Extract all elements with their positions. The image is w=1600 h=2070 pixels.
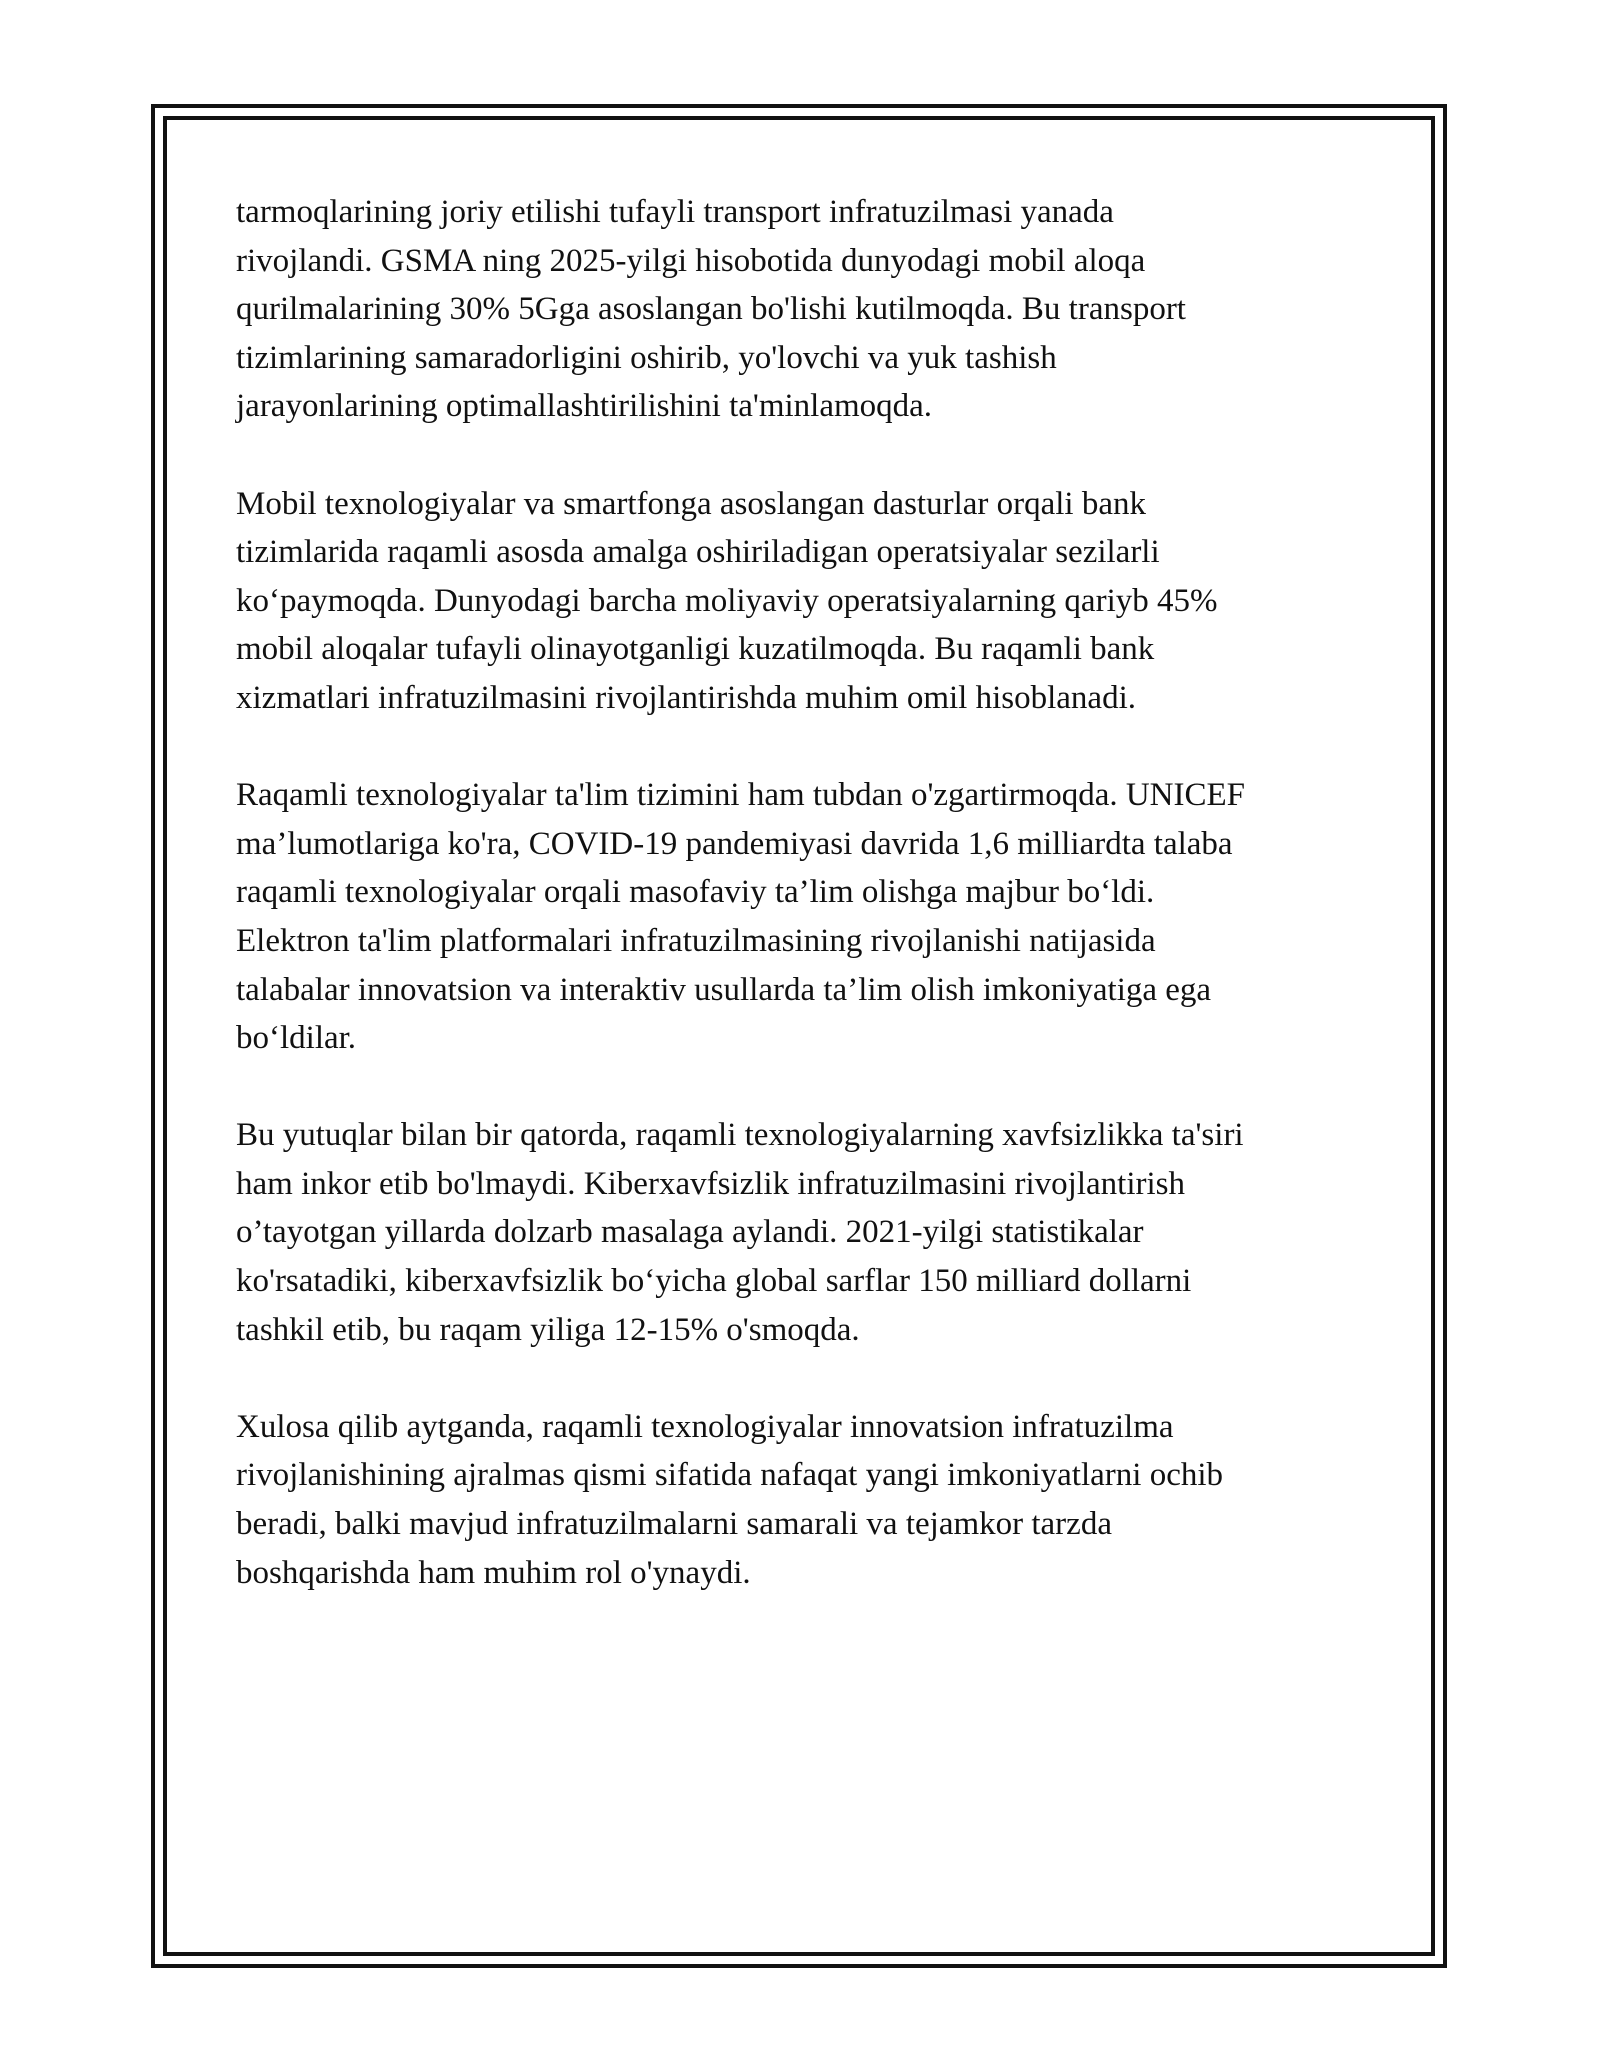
paragraph-cybersecurity: Bu yutuqlar bilan bir qatorda, raqamli texnologiyalarning xavfsizlikka ta'siri ham inkor etib bo'lmaydi. Kiberxavfsizlik infratuzilmasini rivojlantirish o’tayotgan yillarda dolzarb masalaga aylandi. 2021-yilgi statistikalar ko'rsatadiki, kiberxavfsizlik bo‘yicha global sarflar 150 milliard dollarni tashkil etib, bu raqam yiliga 12-15% o'smoqda. [236, 1117, 1244, 1348]
document-body [236, 188, 1366, 1646]
paragraph-banking: Mobil texnologiyalar va smartfonga asoslangan dasturlar orqali bank tizimlarida raqamli asosda amalga oshiriladigan operatsiyalar sezilarli ko‘paymoqda. Dunyodagi barcha moliyaviy operatsiyalarning qariyb 45% mobil aloqalar tufayli olinayotganligi kuzatilmoqda. Bu raqamli bank xizmatlari infratuzilmasini rivojlantirishda muhim omil hisoblanadi. [236, 485, 1218, 716]
paragraph-transport: tarmoqlarining joriy etilishi tufayli transport infratuzilmasi yanada rivojlandi. GSMA ning 2025-yilgi hisobotida dunyodagi mobil aloqa qurilmalarining 30% 5Gga asoslangan bo'lishi kutilmoqda. Bu transport tizimlarining samaradorligini oshirib, yo'lovchi va yuk tashish jarayonlarining optimallashtirilishini ta'minlamoqda. [236, 194, 1186, 425]
paragraph-education: Raqamli texnologiyalar ta'lim tizimini ham tubdan o'zgartirmoqda. UNICEF ma’lumotlariga ko'ra, COVID-19 pandemiyasi davrida 1,6 milliardta talaba raqamli texnologiyalar orqali masofaviy ta’lim olishga majbur bo‘ldi. Elektron ta'lim platformalari infratuzilmasining rivojlanishi natijasida talabalar innovatsion va interaktiv usullarda ta’lim olish imkoniyatiga ega bo‘ldilar. [236, 777, 1246, 1057]
paragraph-conclusion: Xulosa qilib aytganda, raqamli texnologiyalar innovatsion infratuzilma rivojlanishining ajralmas qismi sifatida nafaqat yangi imkoniyatlarni ochib beradi, balki mavjud infratuzilmalarni samarali va tejamkor tarzda boshqarishda ham muhim rol o'ynaydi. [236, 1408, 1224, 1591]
